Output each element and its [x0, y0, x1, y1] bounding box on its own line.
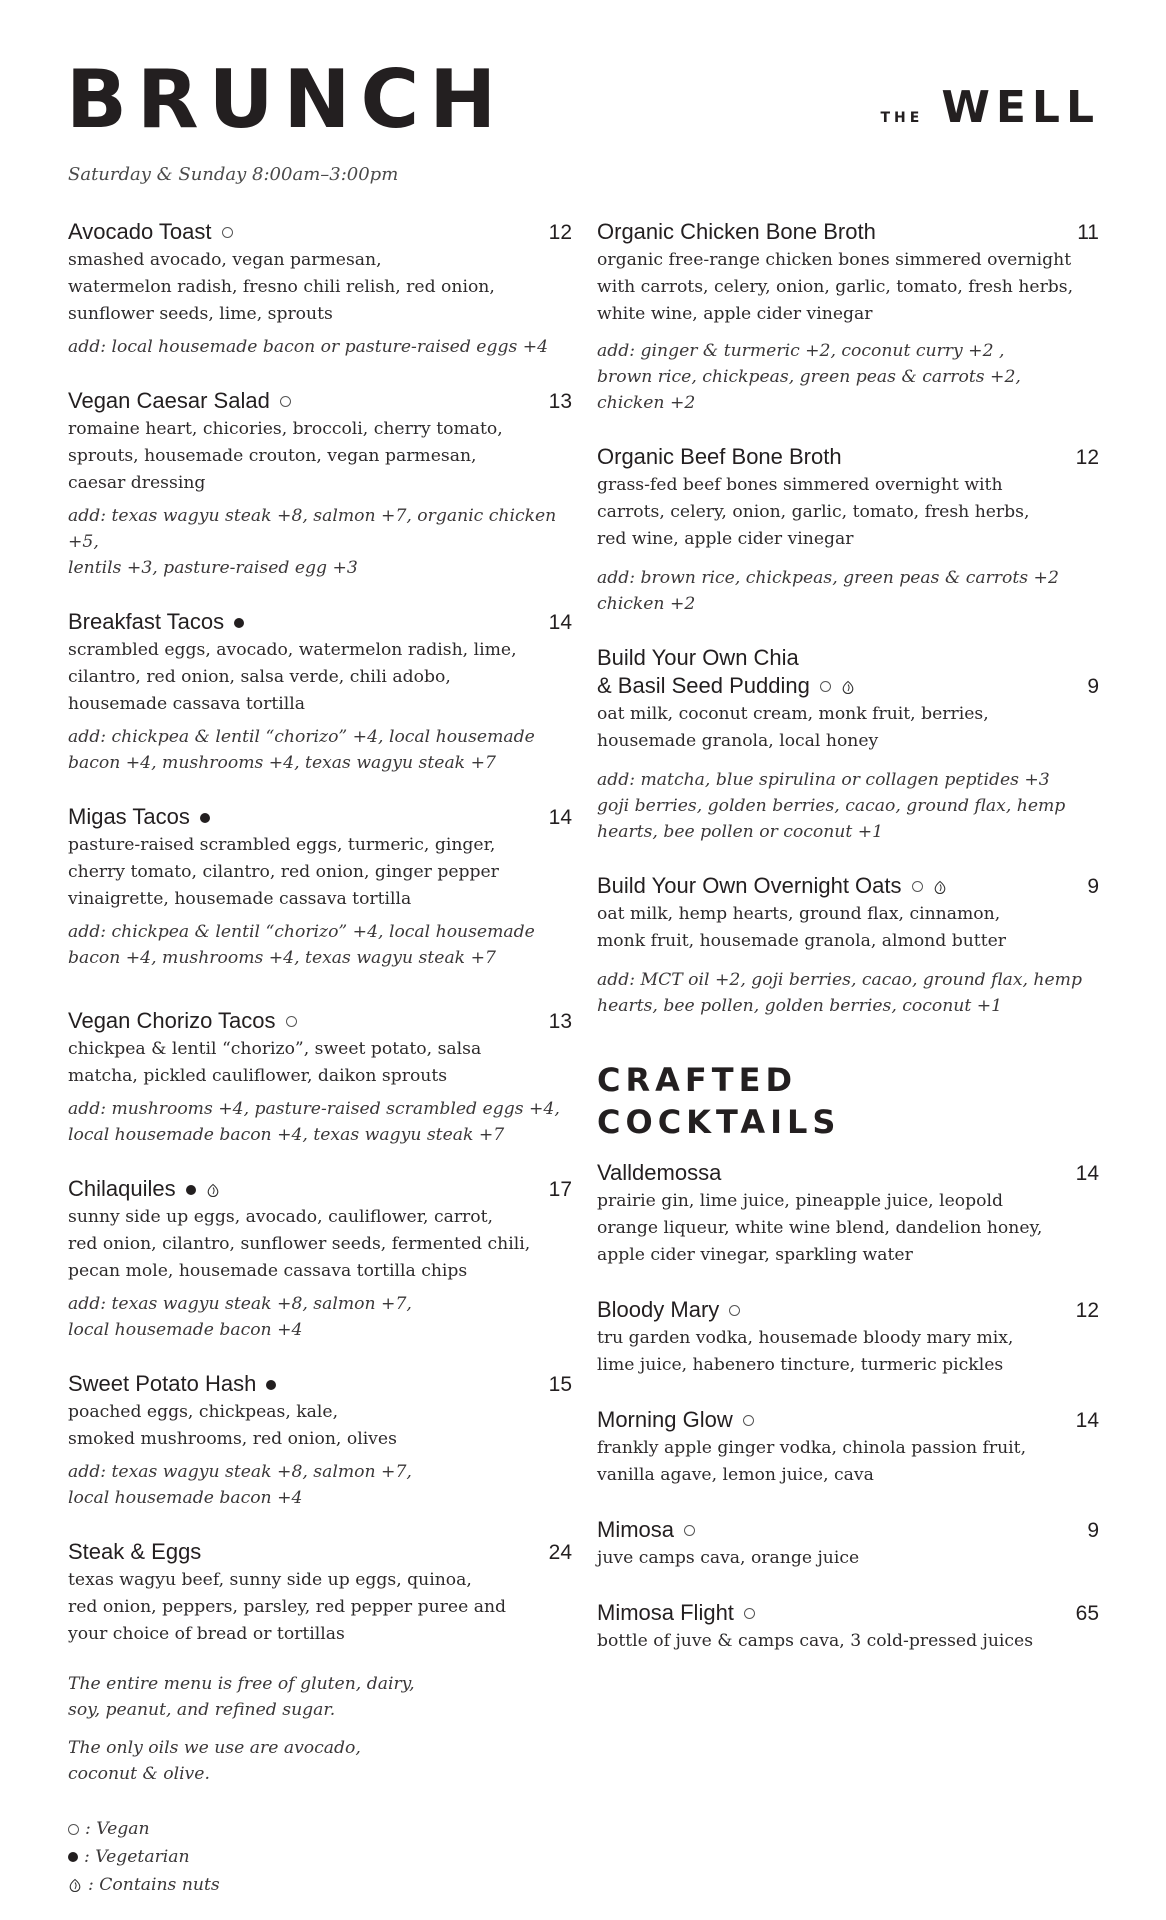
vegan-icon [912, 881, 923, 892]
vegetarian-icon [266, 1380, 276, 1390]
brand-large: WELL [941, 82, 1100, 133]
item-addons: add: texas wagyu steak +8, salmon +7, organic chicken +5, lentils +3, pasture-raised egg +3 [68, 506, 557, 578]
vegan-icon [744, 1608, 755, 1619]
item-addons: add: mushrooms +4, pasture-raised scrambled eggs +4, local housemade bacon +4, texas wagyu steak +7 [68, 1099, 560, 1145]
item-price: 9 [1087, 875, 1099, 898]
menu-item [68, 803, 572, 971]
item-description: romaine heart, chicories, broccoli, cherry tomato, sprouts, housemade crouton, vegan parmesan, caesar dressing [68, 419, 503, 493]
cocktail-item [597, 1516, 1099, 1572]
item-name: Valldemossa [597, 1160, 722, 1185]
item-price: 17 [548, 1178, 572, 1201]
item-description: oat milk, hemp hearts, ground flax, cinnamon, monk fruit, housemade granola, almond butter [597, 904, 1006, 951]
item-name: Sweet Potato Hash [68, 1371, 257, 1396]
item-name: Migas Tacos [68, 804, 190, 829]
item-price: 14 [548, 611, 572, 634]
cocktail-item [597, 1296, 1099, 1379]
item-name: Morning Glow [597, 1407, 733, 1432]
item-description: poached eggs, chickpeas, kale, smoked mushrooms, red onion, olives [68, 1402, 397, 1449]
cocktail-item [597, 1406, 1099, 1489]
item-name: Organic Beef Bone Broth [597, 444, 842, 469]
item-price: 9 [1087, 675, 1099, 698]
item-addons: add: chickpea & lentil “chorizo” +4, local housemade bacon +4, mushrooms +4, texas wagyu steak +7 [68, 922, 535, 968]
item-description: frankly apple ginger vodka, chinola passion fruit, vanilla agave, lemon juice, cava [597, 1438, 1027, 1485]
menu-title: BRUNCH [66, 53, 507, 146]
item-addons: add: brown rice, chickpeas, green peas & carrots +2 chicken +2 [597, 568, 1059, 614]
item-name: Avocado Toast [68, 219, 212, 244]
oils-note: The only oils we use are avocado, coconut & olive. [68, 1738, 361, 1784]
item-name: Mimosa [597, 1517, 675, 1542]
menu-item [68, 387, 572, 581]
item-price: 14 [1075, 1162, 1099, 1185]
item-name-line: Build Your Own Chia [597, 645, 799, 670]
vegan-icon [286, 1016, 297, 1027]
item-price: 12 [1075, 1299, 1099, 1322]
item-addons: add: ginger & turmeric +2, coconut curry +2 , brown rice, chickpeas, green peas & carrots +2, chicken +2 [597, 341, 1021, 413]
item-name-line: & Basil Seed Pudding [597, 673, 810, 698]
menu-item [597, 443, 1099, 617]
right-column [597, 218, 1099, 1682]
item-name: Mimosa Flight [597, 1600, 734, 1625]
vegan-icon [820, 681, 831, 692]
item-addons: add: texas wagyu steak +8, salmon +7, local housemade bacon +4 [68, 1462, 412, 1508]
item-description: texas wagyu beef, sunny side up eggs, quinoa, red onion, peppers, parsley, red pepper puree and your choice of bread or tortillas [68, 1570, 507, 1644]
legend-item: : Vegetarian [68, 1843, 572, 1871]
nut-icon [68, 1878, 82, 1892]
menu-item [68, 1007, 572, 1148]
item-price: 12 [548, 221, 572, 244]
item-description: sunny side up eggs, avocado, cauliflower, carrot, red onion, cilantro, sunflower seeds, fermented chili, pecan mole, housemade cassava tortilla chips [68, 1207, 531, 1281]
item-description: juve camps cava, orange juice [597, 1548, 860, 1568]
vegan-icon [743, 1415, 754, 1426]
legend-item: : Contains nuts [68, 1871, 572, 1899]
vegetarian-icon [234, 618, 244, 628]
vegan-icon [729, 1305, 740, 1316]
item-price: 24 [548, 1541, 572, 1564]
item-addons: add: MCT oil +2, goji berries, cacao, ground flax, hemp hearts, bee pollen, golden berries, coconut +1 [597, 970, 1082, 1016]
item-price: 11 [1077, 221, 1099, 244]
item-price: 13 [548, 390, 572, 413]
item-addons: add: local housemade bacon or pasture-raised eggs +4 [68, 337, 549, 357]
menu-item [68, 1370, 572, 1511]
symbol-legend [68, 1815, 572, 1899]
menu-item [68, 1175, 572, 1343]
vegan-icon [684, 1525, 695, 1536]
item-name: Chilaquiles [68, 1176, 176, 1201]
item-addons: add: matcha, blue spirulina or collagen peptides +3 goji berries, golden berries, cacao, ground flax, hemp hearts, bee pollen or coconut +1 [597, 770, 1066, 842]
vegetarian-icon [68, 1852, 78, 1862]
item-price: 14 [548, 806, 572, 829]
brand-logo [880, 82, 1100, 133]
item-description: prairie gin, lime juice, pineapple juice, leopold orange liqueur, white wine blend, dandelion honey, apple cider vinegar, sparkling water [597, 1191, 1043, 1265]
item-name: Steak & Eggs [68, 1539, 202, 1564]
item-name: Build Your Own Overnight Oats [597, 873, 902, 898]
item-name: Vegan Chorizo Tacos [68, 1008, 276, 1033]
vegan-icon [280, 396, 291, 407]
item-description: organic free-range chicken bones simmered overnight with carrots, celery, onion, garlic, tomato, fresh herbs, white wine, apple cider vinegar [597, 250, 1074, 324]
item-description: smashed avocado, vegan parmesan, watermelon radish, fresno chili relish, red onion, sunflower seeds, lime, sprouts [68, 250, 495, 324]
menu-item [68, 608, 572, 776]
item-description: oat milk, coconut cream, monk fruit, berries, housemade granola, local honey [597, 704, 989, 751]
item-price: 13 [548, 1010, 572, 1033]
item-description: chickpea & lentil “chorizo”, sweet potato, salsa matcha, pickled cauliflower, daikon sprouts [68, 1039, 482, 1086]
menu-item [597, 644, 1099, 845]
vegetarian-icon [200, 813, 210, 823]
item-addons: add: chickpea & lentil “chorizo” +4, local housemade bacon +4, mushrooms +4, texas wagyu steak +7 [68, 727, 535, 773]
vegan-icon [222, 227, 233, 238]
menu-item [68, 218, 572, 360]
menu-item [68, 1538, 572, 1648]
nut-icon [206, 1183, 220, 1197]
menu-item [597, 218, 1099, 416]
brand-small: THE [880, 110, 924, 126]
item-name: Organic Chicken Bone Broth [597, 219, 876, 244]
item-description: tru garden vodka, housemade bloody mary mix, lime juice, habenero tincture, turmeric pickles [597, 1328, 1014, 1375]
menu-item [597, 872, 1099, 1019]
cocktail-item [597, 1599, 1099, 1655]
item-description: pasture-raised scrambled eggs, turmeric, ginger, cherry tomato, cilantro, red onion, ginger pepper vinaigrette, housemade cassava tortilla [68, 835, 499, 909]
cocktail-item [597, 1159, 1099, 1269]
item-price: 14 [1075, 1409, 1099, 1432]
item-price: 12 [1075, 446, 1099, 469]
nut-icon [933, 880, 947, 894]
item-description: scrambled eggs, avocado, watermelon radish, lime, cilantro, red onion, salsa verde, chili adobo, housemade cassava tortilla [68, 640, 517, 714]
left-column [68, 218, 572, 1899]
item-name: Breakfast Tacos [68, 609, 225, 634]
item-name: Bloody Mary [597, 1297, 720, 1322]
item-description: grass-fed beef bones simmered overnight with carrots, celery, onion, garlic, tomato, fresh herbs, red wine, apple cider vinegar [597, 475, 1030, 549]
service-hours: Saturday & Sunday 8:00am–3:00pm [68, 164, 399, 185]
nut-icon [841, 680, 855, 694]
item-addons: add: texas wagyu steak +8, salmon +7, local housemade bacon +4 [68, 1294, 412, 1340]
vegetarian-icon [186, 1185, 196, 1195]
item-price: 9 [1087, 1519, 1099, 1542]
vegan-icon [68, 1824, 79, 1835]
legend-item: : Vegan [68, 1815, 572, 1843]
item-price: 65 [1075, 1602, 1099, 1625]
item-description: bottle of juve & camps cava, 3 cold-pressed juices [597, 1631, 1034, 1651]
item-price: 15 [548, 1373, 572, 1396]
item-name: Vegan Caesar Salad [68, 388, 270, 413]
allergen-note: The entire menu is free of gluten, dairy, soy, peanut, and refined sugar. [68, 1674, 415, 1720]
cocktails-heading: CRAFTED COCKTAILS [597, 1061, 841, 1141]
